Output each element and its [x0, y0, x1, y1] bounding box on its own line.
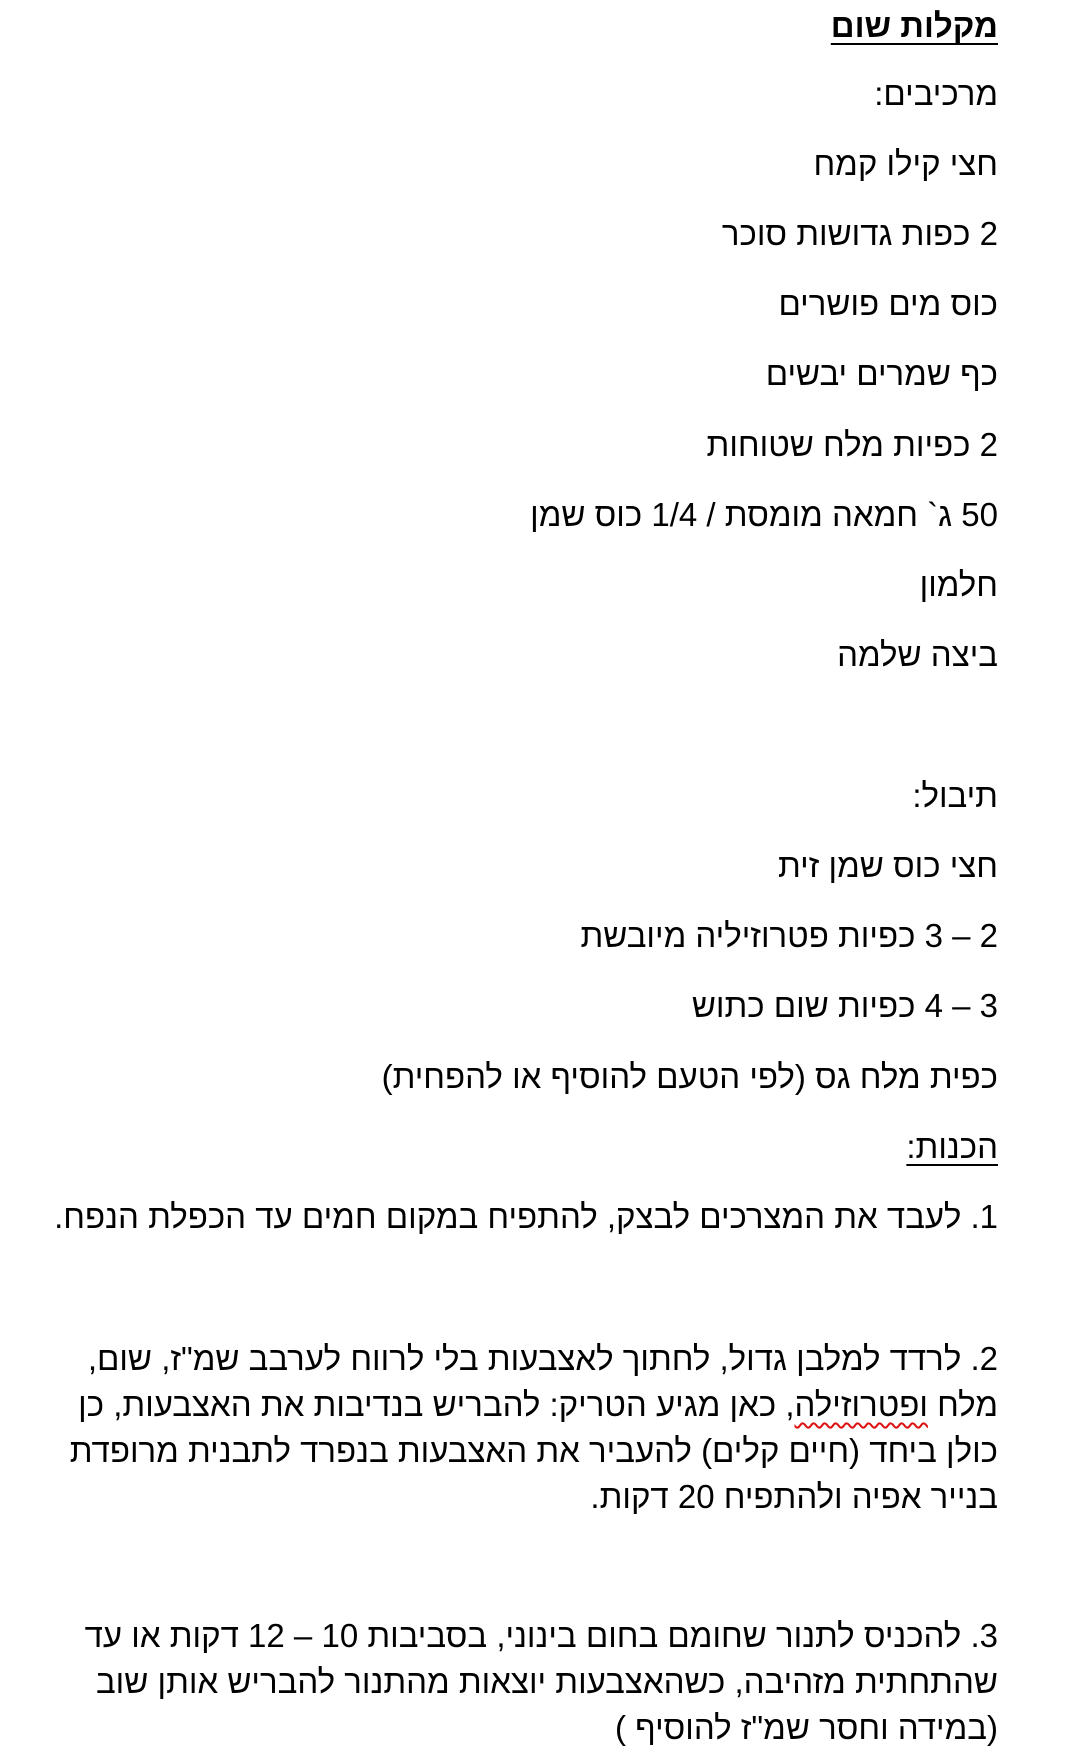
- ingredient-item: כוס מים פושרים: [778, 285, 998, 322]
- ingredient-item: כף שמרים יבשים: [765, 355, 998, 392]
- ingredient-item: 2 כפות גדושות סוכר: [721, 215, 998, 252]
- preparation-step-1: 1. לעבד את המצרכים לבצק, להתפיח במקום חמים עד הכפלת הנפח.: [54, 1198, 998, 1235]
- seasoning-heading: תיבול:: [912, 777, 998, 814]
- preparation-step-2: [69, 1336, 998, 1520]
- step-3-line: 3. להכניס לתנור שחומם בחום בינוני, בסביבות 10 – 12 דקות או עד: [84, 1617, 998, 1654]
- seasoning-item: 2 – 3 כפיות פטרוזיליה מיובשת: [580, 917, 998, 954]
- step-2-line: 2. לרדד למלבן גדול, לחתוך לאצבעות בלי לרווח לערבב שמ"ז, שום,: [87, 1340, 998, 1377]
- step-2-text: מלח: [927, 1386, 998, 1423]
- seasoning-item: כפית מלח גס (לפי הטעם להוסיף או להפחית): [381, 1058, 998, 1095]
- ingredient-item: ביצה שלמה: [837, 636, 998, 673]
- step-2-line: [78, 1382, 998, 1428]
- ingredient-item: 50 ג` חמאה מומסת / 1/4 כוס שמן: [530, 496, 998, 533]
- preparation-step-3: [84, 1613, 998, 1751]
- preparation-heading: הכנות:: [906, 1128, 998, 1165]
- ingredients-heading: מרכיבים:: [874, 75, 998, 112]
- misspelled-word: ופטרוזילה: [794, 1386, 928, 1423]
- ingredient-item: חלמון: [919, 566, 998, 603]
- seasoning-item: 3 – 4 כפיות שום כתוש: [691, 987, 998, 1024]
- step-2-text: , כאן מגיע הטריק: להבריש בנדיבות את האצבעות, כן: [78, 1386, 795, 1423]
- recipe-title: מקלות שום: [830, 7, 998, 44]
- seasoning-item: חצי כוס שמן זית: [777, 847, 998, 884]
- step-3-line: (במידה וחסר שמ"ז להוסיף ): [615, 1709, 998, 1746]
- step-2-line: בנייר אפיה ולהתפיח 20 דקות.: [590, 1478, 998, 1515]
- ingredient-item: 2 כפיות מלח שטוחות: [706, 426, 998, 463]
- step-3-line: שהתחתית מזהיבה, כשהאצבעות יוצאות מהתנור להבריש אותן שוב: [95, 1663, 998, 1700]
- ingredient-item: חצי קילו קמח: [813, 145, 998, 182]
- step-2-line: כולן ביחד (חיים קלים) להעביר את האצבעות בנפרד לתבנית מרופדת: [69, 1432, 998, 1469]
